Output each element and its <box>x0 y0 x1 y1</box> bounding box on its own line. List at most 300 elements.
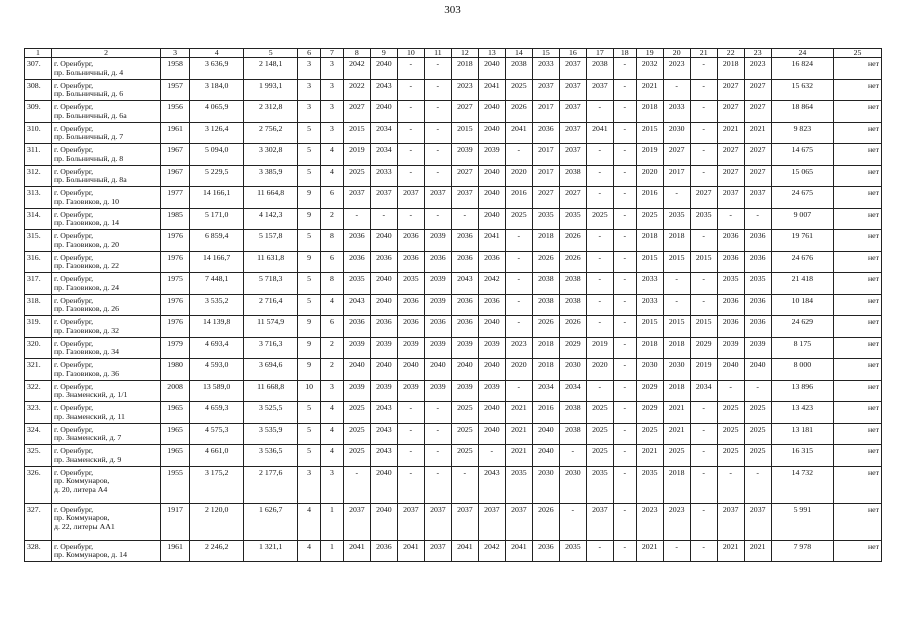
table-cell: - <box>690 540 717 562</box>
table-cell: 9 <box>298 208 321 230</box>
table-cell: 5 171,0 <box>190 208 244 230</box>
table-cell: 2030 <box>636 359 663 381</box>
table-cell: 2 177,6 <box>244 466 298 503</box>
table-cell: - <box>663 79 690 101</box>
row-number: 322. <box>25 380 52 402</box>
address-line: г. Оренбург, <box>54 295 94 305</box>
table-cell: 3 <box>321 58 344 80</box>
header-row <box>25 49 882 58</box>
table-cell: 9 823 <box>771 122 833 144</box>
table-cell: 2037 <box>343 503 370 540</box>
table-cell: 2027 <box>717 144 744 166</box>
table-cell: 2034 <box>690 380 717 402</box>
table-cell: 2020 <box>505 359 532 381</box>
table-cell: 2020 <box>636 165 663 187</box>
table-cell: - <box>586 273 613 295</box>
table-cell: 2 <box>321 208 344 230</box>
table-cell: 2036 <box>532 540 559 562</box>
table-cell: 2034 <box>532 380 559 402</box>
table-cell: 2043 <box>370 79 397 101</box>
table-cell: 3 <box>321 466 344 503</box>
table-cell: 9 <box>298 359 321 381</box>
table-cell: 2021 <box>663 423 690 445</box>
table-row <box>25 187 882 209</box>
row-number: 310. <box>25 122 52 144</box>
column-header: 4 <box>190 49 244 58</box>
table-cell: 10 <box>298 380 321 402</box>
table-cell: - <box>505 273 532 295</box>
table-cell: 2039 <box>424 273 451 295</box>
table-row <box>25 101 882 123</box>
table-cell: 2041 <box>397 540 424 562</box>
table-cell: - <box>690 230 717 252</box>
table-cell: нет <box>834 101 882 123</box>
table-cell: - <box>613 359 636 381</box>
table-cell: 2 <box>321 337 344 359</box>
table-cell: 2039 <box>451 144 478 166</box>
address-line: пр. Газовиков, д. 32 <box>54 325 120 335</box>
table-cell: 1965 <box>161 402 190 424</box>
table-cell: 2037 <box>744 503 771 540</box>
table-row <box>25 251 882 273</box>
address-line: г. Оренбург, <box>54 145 94 155</box>
address-line: г. Оренбург, <box>54 102 94 112</box>
table-cell: 2025 <box>663 445 690 467</box>
table-cell: 2030 <box>559 466 586 503</box>
table-cell: - <box>613 316 636 338</box>
table-cell: 2023 <box>636 503 663 540</box>
table-cell: 2021 <box>744 122 771 144</box>
address-line: пр. Газовиков, д. 22 <box>54 261 120 271</box>
table-cell: 3 536,5 <box>244 445 298 467</box>
table-cell: 2025 <box>343 423 370 445</box>
address-line: пр. Газовиков, д. 14 <box>54 218 120 228</box>
table-cell: - <box>397 423 424 445</box>
table-cell: 5 157,8 <box>244 230 298 252</box>
table-cell: нет <box>834 165 882 187</box>
table-cell: 3 535,9 <box>244 423 298 445</box>
table-cell: - <box>613 466 636 503</box>
table-cell: - <box>451 208 478 230</box>
table-cell: 4 659,3 <box>190 402 244 424</box>
table-cell: 2015 <box>663 316 690 338</box>
table-cell: 2 148,1 <box>244 58 298 80</box>
table-cell: 6 <box>321 187 344 209</box>
table-cell: - <box>370 208 397 230</box>
table-cell: 2025 <box>505 208 532 230</box>
table-cell: 2036 <box>717 316 744 338</box>
row-number: 311. <box>25 144 52 166</box>
table-cell: - <box>424 165 451 187</box>
table-cell: 15 065 <box>771 165 833 187</box>
table-cell: - <box>690 402 717 424</box>
table-cell: 2043 <box>370 423 397 445</box>
table-cell: 2021 <box>636 79 663 101</box>
table-row <box>25 165 882 187</box>
table-cell: - <box>613 165 636 187</box>
address-cell <box>52 165 161 187</box>
address-line: пр. Знаменский, д. 11 <box>54 411 125 421</box>
address-line: пр. Больничный, д. 6 <box>54 89 124 99</box>
table-cell: 2025 <box>717 402 744 424</box>
table-cell: 5 <box>298 122 321 144</box>
address-line: пр. Коммунаров, <box>54 476 110 486</box>
table-cell: 2025 <box>636 423 663 445</box>
table-cell: нет <box>834 402 882 424</box>
table-cell: 2019 <box>636 144 663 166</box>
table-cell: 2037 <box>586 503 613 540</box>
table-cell: - <box>586 101 613 123</box>
table-cell: 2039 <box>424 337 451 359</box>
column-header: 25 <box>834 49 882 58</box>
table-cell: 5 <box>298 294 321 316</box>
row-number: 320. <box>25 337 52 359</box>
table-cell: 2008 <box>161 380 190 402</box>
table-cell: 2036 <box>451 251 478 273</box>
table-cell: 5 991 <box>771 503 833 540</box>
table-cell: 2036 <box>451 316 478 338</box>
table-cell: - <box>505 316 532 338</box>
table-cell: 21 418 <box>771 273 833 295</box>
table-cell: нет <box>834 144 882 166</box>
table-row <box>25 402 882 424</box>
table-cell: 2035 <box>532 208 559 230</box>
table-cell: нет <box>834 445 882 467</box>
table-cell: 1976 <box>161 251 190 273</box>
table-cell: 1975 <box>161 273 190 295</box>
table-cell: 2036 <box>744 251 771 273</box>
table-cell: 2036 <box>717 230 744 252</box>
table-cell: 2018 <box>532 359 559 381</box>
table-cell: 2018 <box>663 337 690 359</box>
table-cell: - <box>690 423 717 445</box>
table-cell: 11 668,8 <box>244 380 298 402</box>
address-cell <box>52 445 161 467</box>
table-cell: - <box>690 445 717 467</box>
table-cell: 3 184,0 <box>190 79 244 101</box>
table-cell: - <box>397 101 424 123</box>
table-cell: 2020 <box>586 359 613 381</box>
address-line: г. Оренбург, <box>54 123 94 133</box>
table-cell: нет <box>834 359 882 381</box>
table-cell: 2036 <box>717 251 744 273</box>
table-row <box>25 359 882 381</box>
table-cell: 2039 <box>451 337 478 359</box>
table-cell: 2043 <box>343 294 370 316</box>
table-cell: 3 535,2 <box>190 294 244 316</box>
table-cell: 10 184 <box>771 294 833 316</box>
table-cell: 2040 <box>478 359 505 381</box>
table-cell: 2015 <box>690 316 717 338</box>
table-cell: - <box>559 445 586 467</box>
table-cell: 1 321,1 <box>244 540 298 562</box>
column-header: 1 <box>25 49 52 58</box>
table-cell: 2027 <box>717 79 744 101</box>
table-cell: 2026 <box>532 503 559 540</box>
table-cell: 2041 <box>478 79 505 101</box>
table-cell: - <box>613 208 636 230</box>
table-cell: 2040 <box>343 359 370 381</box>
table-cell: 2025 <box>636 208 663 230</box>
table-cell: 2025 <box>586 402 613 424</box>
table-cell: - <box>613 101 636 123</box>
table-cell: - <box>397 466 424 503</box>
table-cell: - <box>424 423 451 445</box>
table-cell: - <box>424 79 451 101</box>
table-cell: 14 166,1 <box>190 187 244 209</box>
table-cell: 2025 <box>717 445 744 467</box>
table-cell: 14 166,7 <box>190 251 244 273</box>
table-row <box>25 230 882 252</box>
table-cell: 2025 <box>343 402 370 424</box>
table-cell: 2033 <box>663 101 690 123</box>
table-cell: 7 448,1 <box>190 273 244 295</box>
table-cell: - <box>586 165 613 187</box>
table-cell: 2037 <box>717 503 744 540</box>
table-cell: - <box>690 58 717 80</box>
table-cell: 2041 <box>451 540 478 562</box>
table-cell: 2040 <box>744 359 771 381</box>
table-cell: 1958 <box>161 58 190 80</box>
table-cell: 3 <box>321 380 344 402</box>
table-cell: 2039 <box>397 337 424 359</box>
table-cell: 2029 <box>636 380 663 402</box>
table-cell: нет <box>834 503 882 540</box>
table-cell: - <box>424 208 451 230</box>
table-cell: 2025 <box>586 208 613 230</box>
table-cell: 1967 <box>161 165 190 187</box>
table-cell: - <box>613 402 636 424</box>
table-cell: - <box>397 144 424 166</box>
table-cell: - <box>717 208 744 230</box>
table-cell: 2021 <box>505 402 532 424</box>
table-cell: 2021 <box>744 540 771 562</box>
table-cell: нет <box>834 316 882 338</box>
table-cell: - <box>397 79 424 101</box>
table-cell: 7 978 <box>771 540 833 562</box>
table-cell: 2015 <box>451 122 478 144</box>
table-cell: 2038 <box>559 294 586 316</box>
address-cell <box>52 208 161 230</box>
table-cell: 5 <box>298 423 321 445</box>
table-cell: 2026 <box>532 316 559 338</box>
table-cell: 5 <box>298 445 321 467</box>
table-cell: 2023 <box>663 503 690 540</box>
table-cell: 2040 <box>451 359 478 381</box>
table-cell: 2026 <box>559 230 586 252</box>
table-cell: нет <box>834 540 882 562</box>
table-cell: 2017 <box>532 144 559 166</box>
address-cell <box>52 79 161 101</box>
table-cell: - <box>586 230 613 252</box>
table-cell: 16 824 <box>771 58 833 80</box>
table-cell: - <box>586 251 613 273</box>
table-cell: 2027 <box>343 101 370 123</box>
table-cell: нет <box>834 273 882 295</box>
address-line: пр. Больничный, д. 7 <box>54 132 124 142</box>
table-cell: 2027 <box>717 165 744 187</box>
table-cell: 6 859,4 <box>190 230 244 252</box>
table-cell: 2025 <box>505 79 532 101</box>
table-cell: 3 <box>298 79 321 101</box>
table-cell: 2036 <box>370 251 397 273</box>
table-cell: 2039 <box>478 144 505 166</box>
column-header: 14 <box>505 49 532 58</box>
address-line: пр. Знаменский, д. 7 <box>54 433 122 443</box>
table-cell: 2035 <box>559 208 586 230</box>
data-table <box>24 48 882 562</box>
table-cell: 8 <box>321 230 344 252</box>
table-cell: 2036 <box>744 230 771 252</box>
table-cell: нет <box>834 337 882 359</box>
table-cell: 2021 <box>663 402 690 424</box>
table-cell: 14 732 <box>771 466 833 503</box>
table-cell: 16 315 <box>771 445 833 467</box>
address-cell <box>52 251 161 273</box>
table-cell: нет <box>834 251 882 273</box>
column-header: 12 <box>451 49 478 58</box>
table-cell: 2035 <box>744 273 771 295</box>
table-cell: 2036 <box>744 316 771 338</box>
table-cell: 2038 <box>532 273 559 295</box>
table-cell: - <box>397 402 424 424</box>
table-cell: - <box>424 144 451 166</box>
table-row <box>25 79 882 101</box>
table-cell: 2034 <box>370 144 397 166</box>
table-cell: 2040 <box>478 122 505 144</box>
table-cell: 2038 <box>559 273 586 295</box>
table-cell: - <box>613 503 636 540</box>
table-cell: 2040 <box>478 402 505 424</box>
table-cell: - <box>690 101 717 123</box>
table-row <box>25 423 882 445</box>
address-line: пр. Коммунаров, д. 14 <box>54 550 127 560</box>
table-cell: 2032 <box>636 58 663 80</box>
table-cell: 2037 <box>397 187 424 209</box>
table-cell: 2037 <box>559 122 586 144</box>
address-line: г. Оренбург, <box>54 166 94 176</box>
address-line: пр. Больничный, д. 4 <box>54 67 124 77</box>
table-cell: 4 <box>298 503 321 540</box>
table-cell: 2026 <box>559 316 586 338</box>
table-cell: 2027 <box>690 187 717 209</box>
table-cell: 2037 <box>370 187 397 209</box>
table-cell: нет <box>834 466 882 503</box>
table-cell: - <box>505 230 532 252</box>
table-cell: 2023 <box>744 58 771 80</box>
table-cell: - <box>424 445 451 467</box>
table-cell: 2 246,2 <box>190 540 244 562</box>
table-cell: - <box>343 466 370 503</box>
table-cell: 9 <box>298 337 321 359</box>
row-number: 314. <box>25 208 52 230</box>
table-cell: 2036 <box>397 294 424 316</box>
table-cell: 2037 <box>532 79 559 101</box>
address-line: пр. Газовиков, д. 20 <box>54 239 120 249</box>
table-cell: 2036 <box>343 251 370 273</box>
address-cell <box>52 58 161 80</box>
row-number: 327. <box>25 503 52 540</box>
table-cell: 2036 <box>370 540 397 562</box>
table-cell: - <box>690 273 717 295</box>
table-cell: 2036 <box>343 230 370 252</box>
table-cell: 2029 <box>636 402 663 424</box>
address-cell <box>52 503 161 540</box>
table-cell: 2018 <box>532 337 559 359</box>
table-cell: 1 <box>321 540 344 562</box>
column-header: 19 <box>636 49 663 58</box>
address-cell <box>52 273 161 295</box>
address-cell <box>52 423 161 445</box>
table-cell: 2017 <box>663 165 690 187</box>
table-cell: - <box>613 187 636 209</box>
table-cell: 2035 <box>717 273 744 295</box>
table-cell: 2030 <box>559 359 586 381</box>
table-cell: 1961 <box>161 540 190 562</box>
table-cell: 1917 <box>161 503 190 540</box>
table-cell: 5 229,5 <box>190 165 244 187</box>
address-line: пр. Газовиков, д. 24 <box>54 282 120 292</box>
table-cell: 3 525,5 <box>244 402 298 424</box>
table-cell: 3 <box>321 79 344 101</box>
table-cell: 4 <box>321 445 344 467</box>
table-cell: 13 423 <box>771 402 833 424</box>
column-header: 24 <box>771 49 833 58</box>
address-cell <box>52 402 161 424</box>
table-cell: - <box>505 380 532 402</box>
table-cell: 2036 <box>478 251 505 273</box>
table-cell: 2025 <box>744 445 771 467</box>
table-cell: 2042 <box>478 540 505 562</box>
address-line: пр. Коммунаров, <box>54 513 110 523</box>
table-cell: - <box>397 208 424 230</box>
column-header: 2 <box>52 49 161 58</box>
table-cell: - <box>690 79 717 101</box>
table-cell: 2036 <box>397 230 424 252</box>
table-cell: 9 <box>298 316 321 338</box>
table-cell: 2018 <box>636 230 663 252</box>
table-cell: 3 175,2 <box>190 466 244 503</box>
table-cell: - <box>586 540 613 562</box>
table-cell: 2 312,8 <box>244 101 298 123</box>
address-line: г. Оренбург, <box>54 381 94 391</box>
table-cell: 2040 <box>717 359 744 381</box>
table-row <box>25 294 882 316</box>
table-cell: 2021 <box>717 122 744 144</box>
table-cell: 19 761 <box>771 230 833 252</box>
table-cell: 2015 <box>690 251 717 273</box>
table-cell: - <box>586 294 613 316</box>
table-cell: 1 993,1 <box>244 79 298 101</box>
table-cell: 2018 <box>663 380 690 402</box>
table-cell: 2023 <box>451 79 478 101</box>
address-line: г. Оренбург, <box>54 446 94 456</box>
address-cell <box>52 466 161 503</box>
row-number: 313. <box>25 187 52 209</box>
table-cell: - <box>663 540 690 562</box>
table-cell: 2040 <box>397 359 424 381</box>
table-cell: 4 593,0 <box>190 359 244 381</box>
table-cell: 2018 <box>717 58 744 80</box>
table-cell: 2035 <box>586 466 613 503</box>
table-cell: - <box>586 187 613 209</box>
table-cell: 2039 <box>451 380 478 402</box>
table-cell: 11 574,9 <box>244 316 298 338</box>
table-cell: 2026 <box>559 251 586 273</box>
table-cell: 13 589,0 <box>190 380 244 402</box>
table-cell: 2041 <box>478 230 505 252</box>
table-cell: 2039 <box>424 294 451 316</box>
